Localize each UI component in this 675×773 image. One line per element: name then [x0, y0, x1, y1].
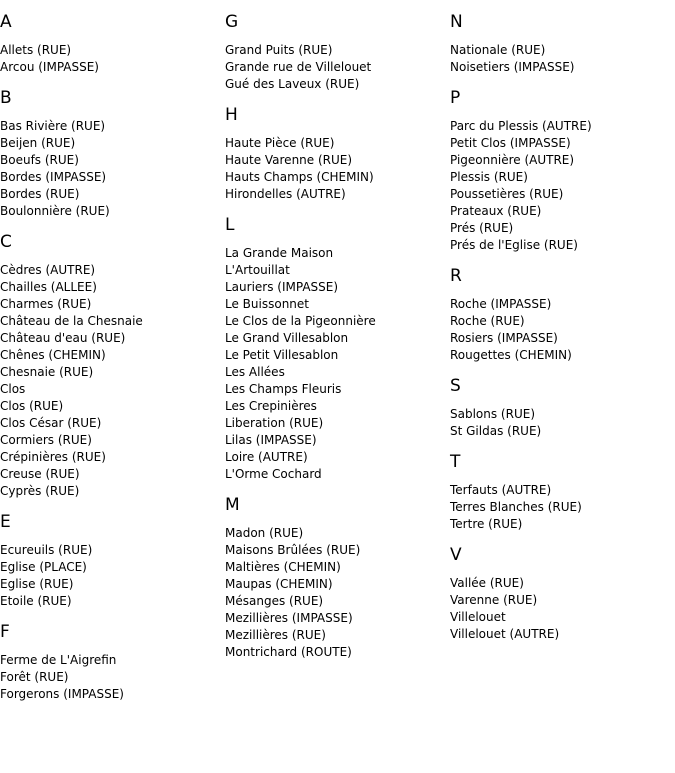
street-link[interactable]: Hauts Champs (CHEMIN) [225, 170, 374, 184]
street-link[interactable]: Mésanges (RUE) [225, 594, 324, 608]
street-list [450, 42, 675, 76]
street-list [225, 525, 450, 661]
letter-group [450, 266, 675, 364]
street-link[interactable]: Boeufs (RUE) [0, 153, 79, 167]
street-link[interactable]: Varenne (RUE) [450, 593, 538, 607]
street-link[interactable]: Lilas (IMPASSE) [225, 433, 317, 447]
street-link[interactable]: Mezillières (RUE) [225, 628, 326, 642]
street-link[interactable]: Lauriers (IMPASSE) [225, 280, 339, 294]
letter-group [450, 545, 675, 643]
street-link[interactable]: Vallée (RUE) [450, 576, 524, 590]
street-link[interactable]: Ecureuils (RUE) [0, 543, 93, 557]
street-link[interactable]: Clos César (RUE) [0, 416, 102, 430]
street-link[interactable]: La Grande Maison [225, 246, 334, 260]
street-link[interactable]: Prés (RUE) [450, 221, 514, 235]
street-list [225, 42, 450, 93]
street-link[interactable]: Château d'eau (RUE) [0, 331, 126, 345]
street-link[interactable]: Rougettes (CHEMIN) [450, 348, 572, 362]
street-link[interactable]: Grande rue de Villelouet [225, 60, 372, 74]
street-link[interactable]: Forgerons (IMPASSE) [0, 687, 124, 701]
street-link[interactable]: Terfauts (AUTRE) [450, 483, 552, 497]
street-link[interactable]: Maltières (CHEMIN) [225, 560, 341, 574]
street-link[interactable]: Liberation (RUE) [225, 416, 324, 430]
street-link[interactable]: Chênes (CHEMIN) [0, 348, 106, 362]
letter-group [0, 622, 225, 703]
letter-group [450, 452, 675, 533]
street-list [450, 296, 675, 364]
street-link[interactable]: Le Clos de la Pigeonnière [225, 314, 376, 328]
letter-heading: S [450, 376, 461, 396]
letter-group [0, 232, 225, 500]
street-link[interactable]: Prateaux (RUE) [450, 204, 542, 218]
street-link[interactable]: Bordes (IMPASSE) [0, 170, 107, 184]
street-link[interactable]: Chailles (ALLEE) [0, 280, 97, 294]
street-link[interactable]: Le Petit Villesablon [225, 348, 339, 362]
letter-heading: E [0, 512, 11, 532]
street-link[interactable]: L'Orme Cochard [225, 467, 322, 481]
letter-heading: C [0, 232, 12, 252]
street-link[interactable]: Cyprès (RUE) [0, 484, 80, 498]
street-link[interactable]: Sablons (RUE) [450, 407, 536, 421]
street-link[interactable]: Cèdres (AUTRE) [0, 263, 96, 277]
street-list [450, 575, 675, 643]
street-link[interactable]: Prés de l'Eglise (RUE) [450, 238, 578, 252]
street-link[interactable]: Pigeonnière (AUTRE) [450, 153, 575, 167]
street-link[interactable]: Poussetières (RUE) [450, 187, 564, 201]
street-link[interactable]: Le Grand Villesablon [225, 331, 349, 345]
street-link[interactable]: Forêt (RUE) [0, 670, 69, 684]
street-link[interactable]: Grand Puits (RUE) [225, 43, 333, 57]
street-link[interactable]: Villelouet (AUTRE) [450, 627, 560, 641]
street-list [225, 245, 450, 483]
street-list [0, 42, 225, 76]
street-link[interactable]: Maupas (CHEMIN) [225, 577, 333, 591]
letter-group [450, 88, 675, 254]
street-link[interactable]: Etoile (RUE) [0, 594, 72, 608]
letter-group [0, 512, 225, 610]
street-link[interactable]: Montrichard (ROUTE) [225, 645, 352, 659]
street-link[interactable]: Mezillières (IMPASSE) [225, 611, 353, 625]
letter-heading: F [0, 622, 10, 642]
letter-group [0, 88, 225, 220]
street-link[interactable]: Clos [0, 382, 26, 396]
street-list [0, 542, 225, 610]
street-link[interactable]: Nationale (RUE) [450, 43, 546, 57]
street-list [0, 118, 225, 220]
street-link[interactable]: Eglise (PLACE) [0, 560, 87, 574]
street-link[interactable]: Gué des Laveux (RUE) [225, 77, 360, 91]
letter-heading: N [450, 12, 463, 32]
letter-heading: R [450, 266, 462, 286]
street-list [450, 482, 675, 533]
letter-group [225, 215, 450, 483]
letter-heading: B [0, 88, 12, 108]
street-link[interactable]: Creuse (RUE) [0, 467, 80, 481]
street-link[interactable]: Loire (AUTRE) [225, 450, 308, 464]
street-link[interactable]: Terres Blanches (RUE) [450, 500, 582, 514]
street-link[interactable]: Charmes (RUE) [0, 297, 92, 311]
street-link[interactable]: Roche (IMPASSE) [450, 297, 552, 311]
street-link[interactable]: Boulonnière (RUE) [0, 204, 110, 218]
street-link[interactable]: Clos (RUE) [0, 399, 64, 413]
street-link[interactable]: Les Champs Fleuris [225, 382, 342, 396]
street-link[interactable]: Les Crepinières [225, 399, 317, 413]
street-list [450, 118, 675, 254]
street-link[interactable]: Haute Pièce (RUE) [225, 136, 335, 150]
street-list [450, 406, 675, 440]
street-list [0, 652, 225, 703]
street-link[interactable]: Le Buissonnet [225, 297, 309, 311]
letter-heading: G [225, 12, 239, 32]
letter-heading: L [225, 215, 235, 235]
street-list [225, 135, 450, 203]
street-link[interactable]: Les Allées [225, 365, 285, 379]
index-column [450, 0, 675, 654]
letter-group [225, 12, 450, 93]
letter-group [225, 495, 450, 661]
street-link[interactable]: L'Artouillat [225, 263, 290, 277]
letter-group [225, 105, 450, 203]
street-link[interactable]: Arcou (IMPASSE) [0, 60, 99, 74]
street-link[interactable]: Noisetiers (IMPASSE) [450, 60, 575, 74]
letter-heading: H [225, 105, 238, 125]
street-link[interactable]: Cormiers (RUE) [0, 433, 92, 447]
street-link[interactable]: Bas Rivière (RUE) [0, 119, 106, 133]
street-link[interactable]: Plessis (RUE) [450, 170, 528, 184]
letter-heading: V [450, 545, 462, 565]
index-column [0, 0, 225, 714]
street-link[interactable]: Petit Clos (IMPASSE) [450, 136, 571, 150]
street-link[interactable]: St Gildas (RUE) [450, 424, 542, 438]
letter-heading: P [450, 88, 461, 108]
street-link[interactable]: Château de la Chesnaie [0, 314, 143, 328]
street-link[interactable]: Crépinières (RUE) [0, 450, 106, 464]
street-link[interactable]: Hirondelles (AUTRE) [225, 187, 346, 201]
street-link[interactable]: Beijen (RUE) [0, 136, 76, 150]
street-link[interactable]: Ferme de L'Aigrefin [0, 653, 117, 667]
letter-group [0, 12, 225, 76]
street-link[interactable]: Madon (RUE) [225, 526, 304, 540]
street-link[interactable]: Tertre (RUE) [450, 517, 523, 531]
street-link[interactable]: Villelouet [450, 610, 506, 624]
street-link[interactable]: Eglise (RUE) [0, 577, 74, 591]
index-column [225, 0, 450, 672]
street-link[interactable]: Maisons Brûlées (RUE) [225, 543, 361, 557]
letter-heading: M [225, 495, 240, 515]
street-list [0, 262, 225, 500]
street-link[interactable]: Roche (RUE) [450, 314, 525, 328]
street-link[interactable]: Chesnaie (RUE) [0, 365, 94, 379]
letter-group [450, 376, 675, 440]
letter-heading: A [0, 12, 12, 32]
letter-heading: T [450, 452, 461, 472]
street-link[interactable]: Allets (RUE) [0, 43, 72, 57]
street-link[interactable]: Parc du Plessis (AUTRE) [450, 119, 592, 133]
street-link[interactable]: Rosiers (IMPASSE) [450, 331, 558, 345]
letter-group [450, 12, 675, 76]
street-link[interactable]: Haute Varenne (RUE) [225, 153, 353, 167]
street-link[interactable]: Bordes (RUE) [0, 187, 80, 201]
